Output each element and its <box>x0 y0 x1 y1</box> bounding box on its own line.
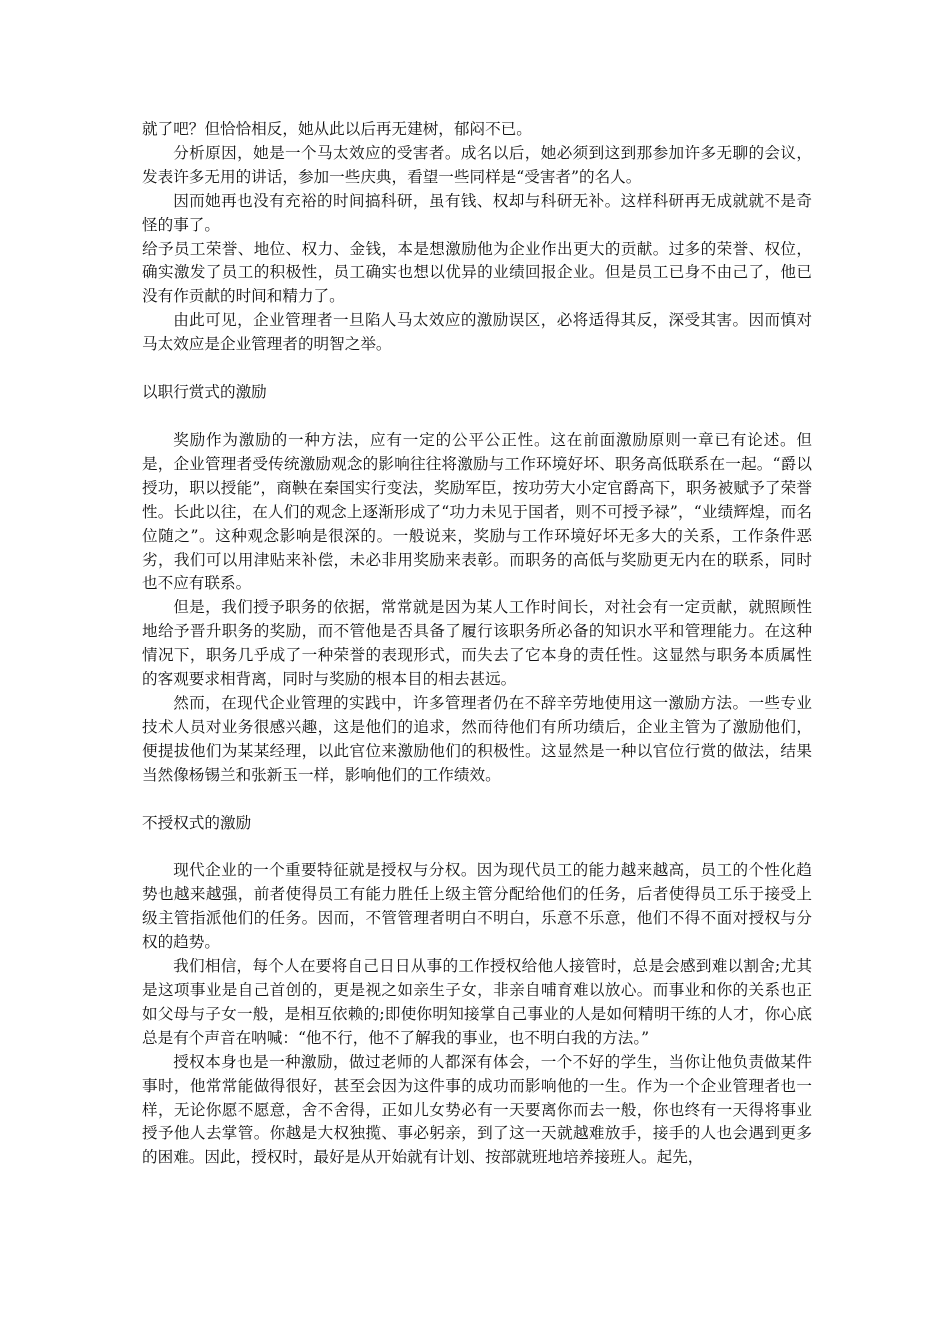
section-intro <box>142 118 812 357</box>
paragraph: 给予员工荣誉、地位、权力、金钱，本是想激励他为企业作出更大的贡献。过多的荣誉、权位，确实激发了员工的积极性，员工确实也想以优异的业绩回报企业。但是员工已身不由己了，他已没有作贡献的时间和精力了。 <box>142 239 812 306</box>
paragraph: 就了吧？但恰恰相反，她从此以后再无建树，郁闷不已。 <box>142 120 532 138</box>
paragraph: 分析原因，她是一个马太效应的受害者。成名以后，她必须到这到那参加许多无聊的会议，发表许多无用的讲话，参加一些庆典，看望一些同样是“受害者”的名人。 <box>142 143 812 186</box>
section-reward-by-position <box>142 429 812 788</box>
paragraph: 现代企业的一个重要特征就是授权与分权。因为现代员工的能力越来越高，员工的个性化趋势也越来越强，前者使得员工有能力胜任上级主管分配给他们的任务，后者使得员工乐于接受上级主管指派他们的任务。因而，不管管理者明白不明白，乐意不乐意，他们不得不面对授权与分权的趋势。 <box>142 861 812 952</box>
paragraph: 授权本身也是一种激励，做过老师的人都深有体会，一个不好的学生，当你让他负责做某件事时，他常常能做得很好，甚至会因为这件事的成功而影响他的一生。作为一个企业管理者也一样，无论你愿不愿意，舍不舍得，正如儿女势必有一天要离你而去一般，你也终有一天得将事业授予他人去掌管。你越是大权独揽、事必躬亲，到了这一天就越难放手，接手的人也会遇到更多的困难。因此，授权时，最好是从开始就有计划、按部就班地培养接班人。起先， <box>142 1052 812 1167</box>
paragraph: 奖励作为激励的一种方法，应有一定的公平公正性。这在前面激励原则一章已有论述。但是，企业管理者受传统激励观念的影响往往将激励与工作环境好坏、职务高低联系在一起。“爵以授功，职以授能”，商鞅在秦国实行变法，奖励军臣，按功劳大小定官爵高下，职务被赋予了荣誉性。长此以往，在人们的观念上逐渐形成了“功力未见于国者，则不可授予禄”，“业绩辉煌，而名位随之”。这种观念影响是很深的。一般说来，奖励与工作环境好坏无多大的关系，工作条件恶劣，我们可以用津贴来补偿，未必非用奖励来表彰。而职务的高低与奖励更无内在的联系，同时也不应有联系。 <box>142 430 812 593</box>
paragraph: 因而她再也没有充裕的时间搞科研，虽有钱、权却与科研无补。这样科研再无成就就不是奇怪的事了。 <box>142 191 812 234</box>
paragraph: 然而，在现代企业管理的实践中，许多管理者仍在不辞辛劳地使用这一激励方法。一些专业技术人员对业务很感兴趣，这是他们的追求，然而待他们有所功绩后，企业主管为了激励他们，便提拔他们为某某经理，以此官位来激励他们的积极性。这显然是一种以官位行赏的做法，结果当然像杨锡兰和张新玉一样，影响他们的工作绩效。 <box>142 693 812 784</box>
document-page <box>142 118 812 1170</box>
section-heading: 不授权式的激励 <box>142 813 252 832</box>
section-no-delegation <box>142 859 812 1170</box>
paragraph: 我们相信，每个人在要将自己日日从事的工作授权给他人接管时，总是会感到难以割舍;尤其是这项事业是自己首创的，更是视之如亲生子女，非亲自哺育难以放心。而事业和你的关系也正如父母与子女一般，是相互依赖的;即使你明知接掌自己事业的人是如何精明干练的人才，你心底总是有个声音在呐喊：“他不行，他不了解我的事业，也不明白我的方法。” <box>142 957 812 1047</box>
paragraph: 但是，我们授予职务的依据，常常就是因为某人工作时间长，对社会有一定贡献，就照顾性地给予晋升职务的奖励，而不管他是否具备了履行该职务所必备的知识水平和管理能力。在这种情况下，职务几乎成了一种荣誉的表现形式，而失去了它本身的责任性。这显然与职务本质属性的客观要求相背离，同时与奖励的根本目的相去甚远。 <box>142 598 812 689</box>
section-heading: 以职行赏式的激励 <box>142 383 267 402</box>
paragraph: 由此可见，企业管理者一旦陷人马太效应的激励误区，必将适得其反，深受其害。因而慎对马太效应是企业管理者的明智之举。 <box>142 311 812 354</box>
